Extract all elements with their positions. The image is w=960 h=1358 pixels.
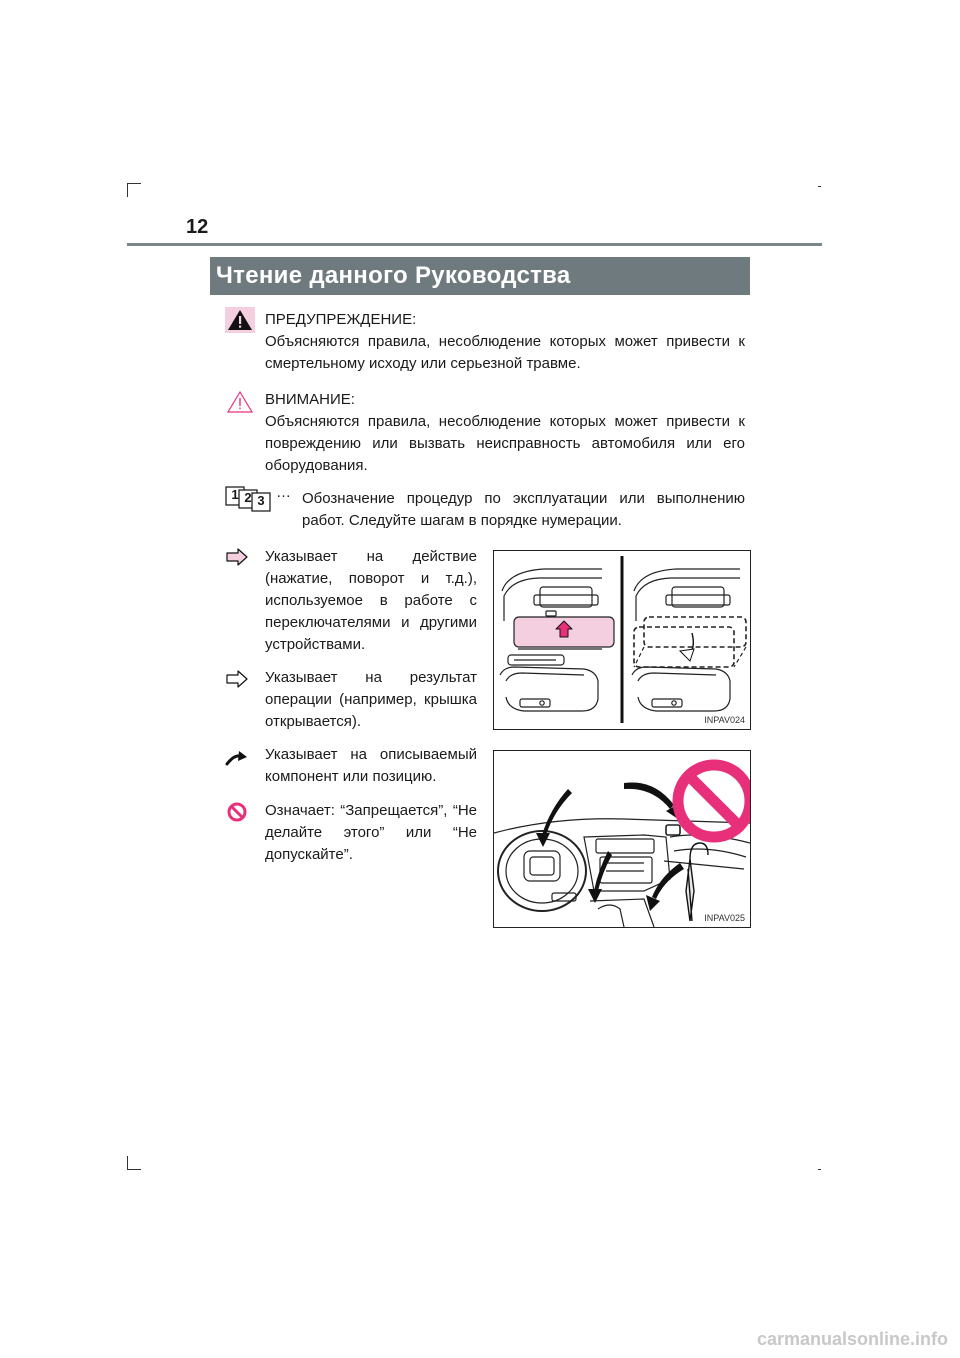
crop-mark: [818, 186, 821, 187]
section-title: Чтение данного Руководства: [210, 257, 750, 295]
warning-title: ПРЕДУПРЕЖДЕНИЕ:: [265, 311, 417, 328]
action-arrow-icon: [226, 548, 248, 571]
warning-icon: [225, 307, 255, 338]
crop-mark: [127, 1156, 128, 1170]
prohibited-text: Означает: “Запрещается”, “Не делайте этого” или “Не допускайте”.: [265, 802, 477, 863]
step-number-3: 3: [257, 493, 265, 508]
dashboard-figure: [493, 750, 751, 928]
result-text: Указывает на результат операции (например, крышка открывается).: [265, 669, 477, 730]
pointer-arrow-icon: [225, 750, 249, 773]
step-number-1: 1: [231, 487, 239, 502]
step-ellipsis: …: [276, 484, 291, 501]
caution-title: ВНИМАНИЕ:: [265, 391, 355, 408]
action-text: Указывает на действие (нажатие, поворот и т.д.), используемое в работе с переключателями и другими устройствами.: [265, 548, 477, 653]
watermark: carmanualsonline.info: [756, 1329, 948, 1349]
result-arrow-icon: [226, 670, 248, 693]
crop-mark: [127, 1169, 141, 1170]
crop-mark: [127, 183, 128, 197]
figure-code: INPAV025: [704, 913, 745, 923]
prohibited-icon: [227, 802, 247, 827]
step-number-2: 2: [244, 490, 252, 505]
crop-mark: [818, 1169, 821, 1170]
pointer-text: Указывает на описываемый компонент или позицию.: [265, 746, 477, 785]
crop-mark: [127, 183, 141, 184]
page-number: 12: [186, 216, 209, 238]
warning-outline-icon: [226, 389, 254, 420]
header-rule: [127, 243, 822, 246]
overhead-console-figure: [493, 550, 751, 730]
figure-code: INPAV024: [704, 715, 745, 725]
caution-text: Объясняются правила, несоблюдение которых может привести к повреждению или вызвать неисправность автомобиля или его оборудования.: [265, 413, 745, 474]
warning-text: Объясняются правила, несоблюдение которых может привести к смертельному исходу или серьезной травме.: [265, 333, 745, 372]
steps-text: Обозначение процедур по эксплуатации или выполнению работ. Следуйте шагам в порядке нумерации.: [302, 490, 745, 529]
